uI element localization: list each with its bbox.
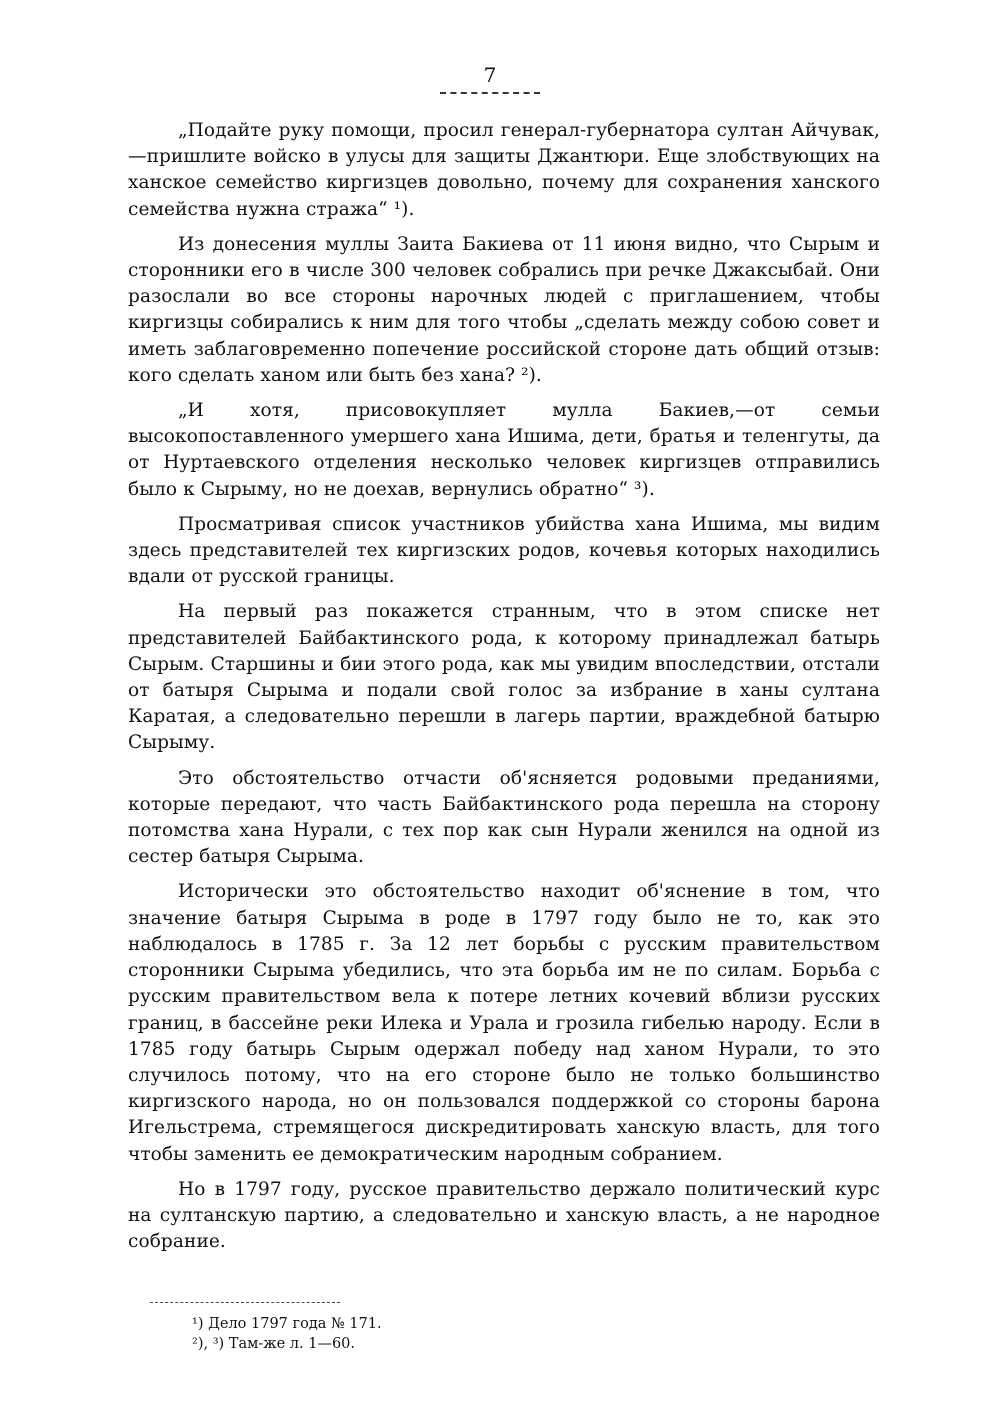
footnotes: [192, 1314, 692, 1354]
paragraph-8: Но в 1797 году, русское правительство держало политический курс на султанскую партию, а следовательно и ханскую власть, а не народное собрание.: [128, 1178, 880, 1253]
paragraph-6: Это обстоятельство отчасти об'ясняется родовыми преданиями, которые передают, что часть Байбактинского рода перешла на сторону потомства хана Нурали, с тех пор как сын Нурали женился на одной из сестер батыря Сырыма.: [128, 767, 880, 868]
paragraph-4: Просматривая список участников убийства хана Ишима, мы видим здесь представителей тех киргизских родов, кочевья которых находились вдали от русской границы.: [128, 513, 880, 588]
paragraph-7: Исторически это обстоятельство находит об'яснение в том, что значение батыря Сырыма в роде в 1797 году было не то, как это наблюдалось в 1785 г. За 12 лет борьбы с русским правительством сторонники Сырыма убедились, что эта борьба им не по силам. Борьба с русским правительством вела к потере летних кочевий вблизи русских границ, в бассейне реки Илека и Урала и грозила гибелью народу. Если в 1785 году батырь Сырым одержал победу над ханом Нурали, то это случилось потому, что на его стороне было не только большинство киргизского народа, но он пользовался поддержкой со стороны барона Игельстрема, стремящегося дискредитировать ханскую власть, для того чтобы заменить ее демократическим народным собранием.: [128, 881, 880, 1165]
footnote-rule: [150, 1302, 340, 1303]
body-text: [128, 118, 880, 1264]
footnote-1: ¹) Дело 1797 года № 171.: [192, 1316, 382, 1332]
footnote-2: ²), ³) Там-же л. 1—60.: [192, 1336, 356, 1352]
paragraph-5: На первый раз покажется странным, что в этом списке нет представителей Байбактинского рода, к которому принадлежал батырь Сырым. Старшины и бии этого рода, как мы увидим впоследствии, отстали от батыря Сырыма и подали свой голос за избрание в ханы султана Каратая, а следовательно перешли в лагерь партии, враждебной батырю Сырыму.: [128, 601, 880, 754]
paragraph-2: Из донесения муллы Заита Бакиева от 11 июня видно, что Сырым и сторонники его в числе 300 человек собрались при речке Джаксыбай. Они разослали во все стороны нарочных людей с приглашением, чтобы киргизцы собирались к ним для того чтобы „сделать между собою совет и иметь заблаговременно попечение российской стороне дать общий отзыв: кого сделать ханом или быть без хана? ²).: [128, 233, 880, 386]
page-number: 7: [483, 63, 497, 87]
paragraph-1: „Подайте руку помощи, просил генерал-губернатора султан Айчувак,—пришлите войско в улусы для защиты Джантюри. Еще злобствующих на ханское семейство киргизцев довольно, почему для сохранения ханского семейства нужна стража“ ¹).: [128, 120, 880, 220]
paragraph-3: „И хотя, присовокупляет мулла Бакиев,—от семьи высокопоставленного умершего хана Ишима, дети, братья и теленгуты, да от Нуртаевского отделения несколько человек киргизцев отправились было к Сырыму, но не доехав, вернулись обратно“ ³).: [128, 400, 880, 500]
page-number-rule: [440, 92, 540, 94]
